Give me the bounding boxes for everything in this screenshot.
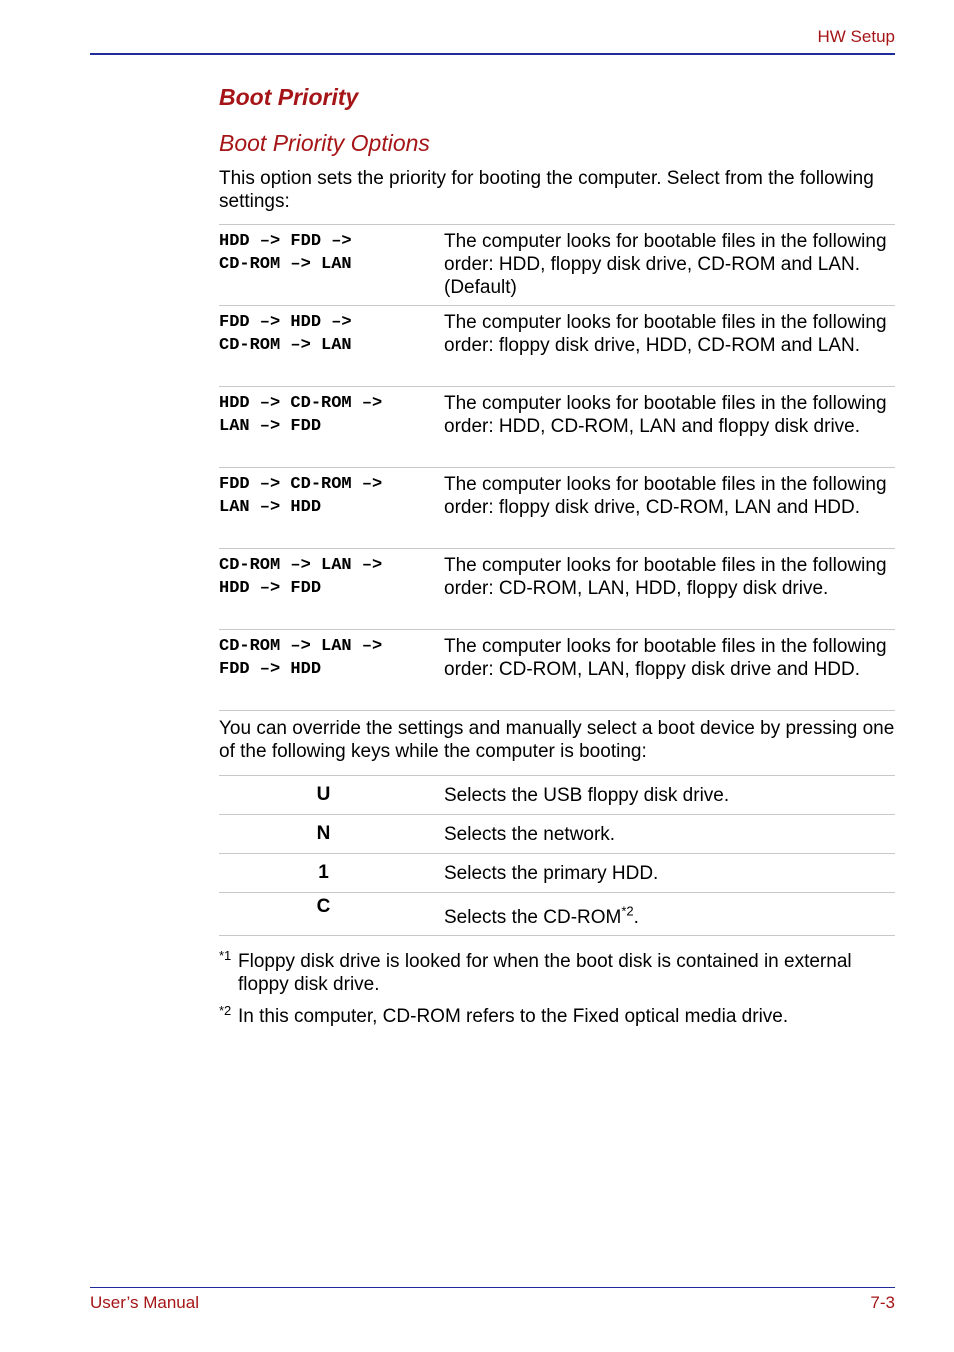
footer-rule — [90, 1287, 895, 1288]
table-row — [219, 630, 895, 711]
boot-key: 1 — [318, 862, 329, 883]
description-suffix: . — [633, 907, 639, 928]
boot-description: The computer looks for bootable files in the following order: floppy disk drive, CD-ROM, LAN and HDD. — [444, 474, 887, 518]
intro-paragraph: This option sets the priority for booting the computer. Select from the following settings: — [219, 168, 874, 212]
footnote-mark: *1 — [219, 948, 232, 963]
boot-key: N — [316, 823, 331, 844]
override-paragraph: You can override the settings and manually select a boot device by pressing one of the following keys while the computer is booting: — [219, 718, 895, 762]
footnote — [219, 950, 895, 996]
table-row — [219, 893, 895, 936]
section-heading: Boot Priority — [219, 84, 359, 110]
boot-key: C — [316, 896, 331, 917]
footnote-text: In this computer, CD-ROM refers to the Fixed optical media drive. — [238, 1006, 789, 1027]
page-content — [219, 83, 895, 1028]
boot-description: The computer looks for bootable files in the following order: HDD, CD-ROM, LAN and floppy disk drive. — [444, 393, 887, 437]
footnote — [219, 1005, 895, 1028]
footnote-reference: *2 — [621, 903, 634, 919]
boot-description: The computer looks for bootable files in the following order: floppy disk drive, HDD, CD-ROM and LAN. — [444, 312, 887, 356]
boot-key-description — [444, 896, 895, 929]
table-row — [219, 468, 895, 549]
boot-key-description: Selects the network. — [444, 823, 616, 845]
table-row — [219, 225, 895, 306]
boot-sequence: FDD –> CD-ROM –> LAN –> HDD — [219, 475, 383, 517]
footnote-text: Floppy disk drive is looked for when the boot disk is contained in external floppy disk drive. — [238, 951, 852, 995]
page-number: 7-3 — [870, 1293, 895, 1312]
table-row — [219, 549, 895, 630]
boot-sequence: HDD –> CD-ROM –> LAN –> FDD — [219, 394, 383, 436]
table-row — [219, 815, 895, 854]
boot-description: The computer looks for bootable files in the following order: CD-ROM, LAN, floppy disk drive and HDD. — [444, 636, 887, 680]
running-header: HW Setup — [817, 27, 895, 46]
footnote-mark: *2 — [219, 1003, 232, 1018]
subsection-heading: Boot Priority Options — [219, 130, 430, 156]
boot-sequence: CD-ROM –> LAN –> HDD –> FDD — [219, 556, 383, 598]
footer-manual-title: User’s Manual — [90, 1293, 199, 1312]
boot-key: U — [316, 784, 331, 805]
boot-sequence: CD-ROM –> LAN –> FDD –> HDD — [219, 637, 383, 679]
boot-sequence: FDD –> HDD –> CD-ROM –> LAN — [219, 313, 352, 355]
boot-description: The computer looks for bootable files in the following order: CD-ROM, LAN, HDD, floppy disk drive. — [444, 555, 887, 599]
boot-keys-table — [219, 775, 895, 936]
table-row — [219, 854, 895, 893]
boot-description: The computer looks for bootable files in the following order: HDD, floppy disk drive, CD-ROM and LAN. (Default) — [444, 231, 887, 298]
boot-key-description-text: Selects the CD-ROM — [444, 907, 622, 928]
table-row — [219, 387, 895, 468]
header-rule — [90, 53, 895, 55]
boot-key-description: Selects the USB floppy disk drive. — [444, 784, 730, 806]
boot-key-description: Selects the primary HDD. — [444, 862, 659, 884]
table-row — [219, 776, 895, 815]
table-row — [219, 306, 895, 387]
boot-options-table — [219, 224, 895, 711]
boot-sequence: HDD –> FDD –> CD-ROM –> LAN — [219, 232, 352, 274]
